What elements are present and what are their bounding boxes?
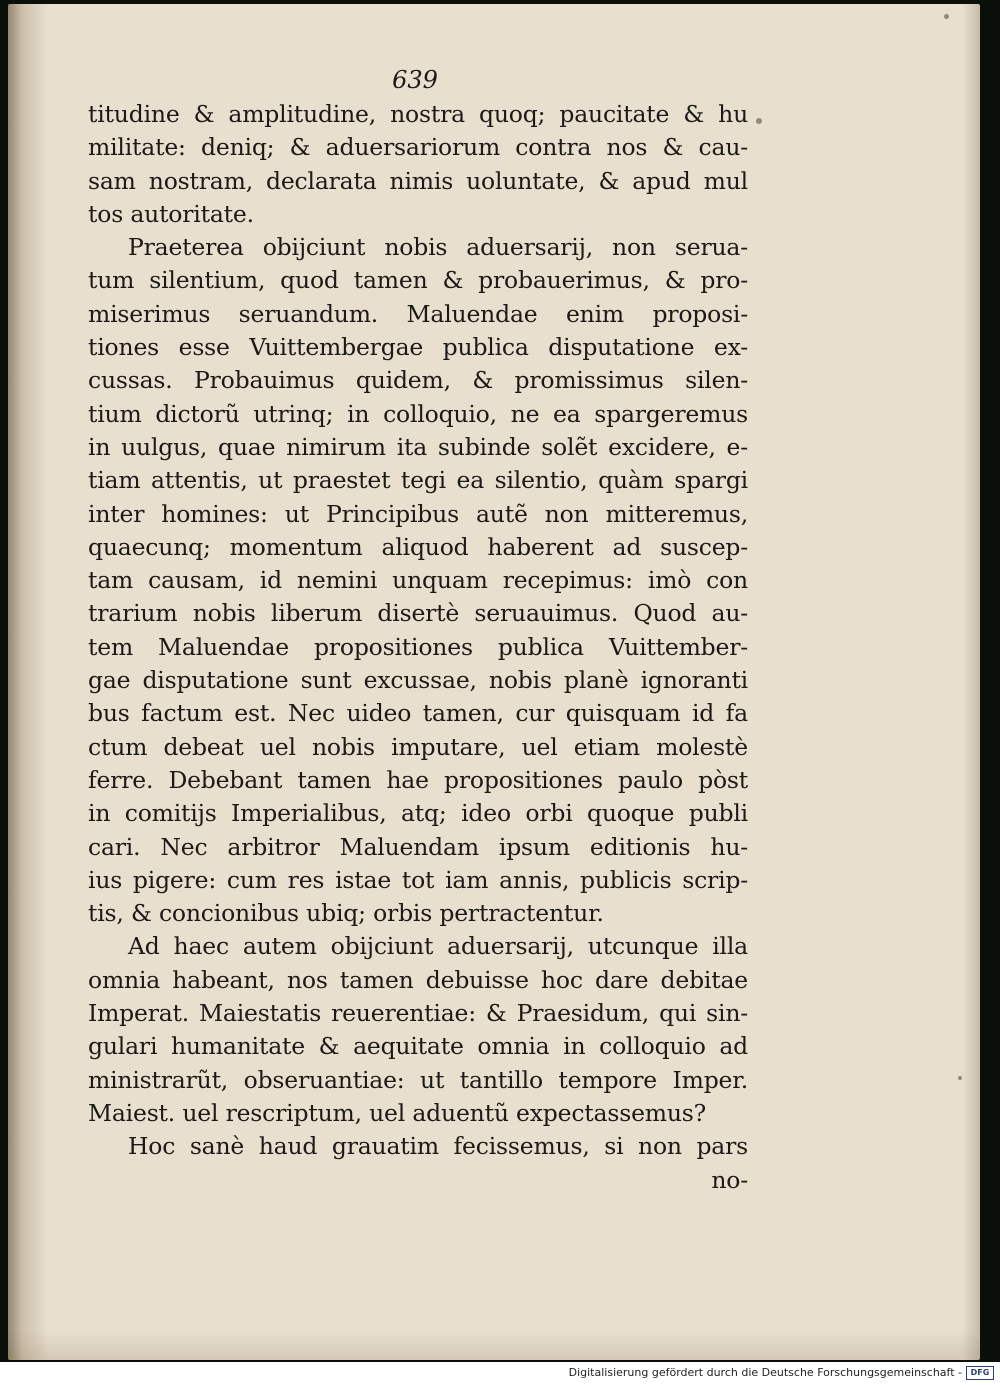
text-line: bus factum est. Nec uideo tamen, cur quisquam id fa — [88, 699, 748, 728]
text-line: gulari humanitate & aequitate omnia in colloquio ad — [88, 1032, 748, 1061]
text-line: omnia habeant, nos tamen debuisse hoc dare debitae — [88, 965, 748, 994]
text-line: tem Maluendae propositiones publica Vuittember- — [88, 632, 748, 661]
text-line: Maiest. uel rescriptum, uel aduentũ expectassemus? — [88, 1098, 707, 1127]
text-line: ferre. Debebant tamen hae propositiones paulo pòst — [88, 765, 748, 794]
text-line: titudine & amplitudine, nostra quoq; paucitate & hu — [88, 100, 748, 128]
text-line: quaecunq; momentum aliquod haberent ad suscep- — [88, 532, 748, 561]
text-line: tam causam, id nemini unquam recepimus: imò con — [88, 566, 748, 595]
text-line: cussas. Probauimus quidem, & promissimus silen- — [88, 366, 748, 395]
text-line: ius pigere: cum res istae tot iam annis, publicis scrip- — [88, 865, 748, 894]
text-line: ministrarũt, obseruantiae: ut tantillo tempore Imper. — [88, 1065, 748, 1094]
funding-credit: Digitalisierung gefördert durch die Deutsche Forschungsgemeinschaft - — [568, 1366, 962, 1379]
text-line: trarium nobis liberum disertè seruauimus. Quod au- — [88, 599, 748, 628]
text-line: tos autoritate. — [88, 199, 254, 228]
digitization-footer — [0, 1362, 1000, 1385]
text-line: Hoc sanè haud grauatim fecissemus, si non pars — [128, 1132, 748, 1161]
body-text — [88, 98, 748, 1197]
text-line: cari. Nec arbitror Maluendam ipsum editionis hu- — [88, 832, 748, 861]
text-line: Praeterea obijciunt nobis aduersarij, non serua- — [128, 233, 748, 262]
text-line: tis, & concionibus ubiq; orbis pertractentur. — [88, 899, 604, 928]
text-line: tium dictorũ utrinq; in colloquio, ne ea spargeremus — [88, 399, 748, 428]
catchword: no- — [711, 1165, 748, 1194]
text-line: Ad haec autem obijciunt aduersarij, utcunque illa — [128, 932, 748, 961]
text-line: miserimus seruandum. Maluendae enim proposi- — [88, 299, 748, 328]
paper-spot — [756, 118, 762, 124]
page-number: 639 — [392, 66, 438, 94]
text-line: sam nostram, declarata nimis uoluntate, & apud mul — [88, 166, 748, 195]
paper-spot — [944, 14, 949, 19]
text-line: in comitijs Imperialibus, atq; ideo orbi quoque publi — [88, 799, 748, 828]
dfg-logo-icon: DFG — [966, 1366, 994, 1380]
text-line: tum silentium, quod tamen & probauerimus, & pro- — [88, 266, 748, 295]
text-line: Imperat. Maiestatis reuerentiae: & Praesidum, qui sin- — [88, 999, 748, 1028]
text-line: in uulgus, quae nimirum ita subinde solẽt excidere, e- — [88, 432, 748, 461]
text-line: tiones esse Vuittembergae publica disputatione ex- — [88, 333, 748, 362]
text-line: ctum debeat uel nobis imputare, uel etiam molestè — [88, 732, 748, 761]
paper-spot — [958, 1076, 962, 1080]
book-page — [8, 4, 980, 1360]
text-line: gae disputatione sunt excussae, nobis planè ignoranti — [88, 666, 748, 695]
text-line: militate: deniq; & aduersariorum contra nos & cau- — [88, 133, 748, 162]
text-line: inter homines: ut Principibus autẽ non mitteremus, — [88, 499, 748, 528]
text-line: tiam attentis, ut praestet tegi ea silentio, quàm spargi — [88, 466, 748, 495]
